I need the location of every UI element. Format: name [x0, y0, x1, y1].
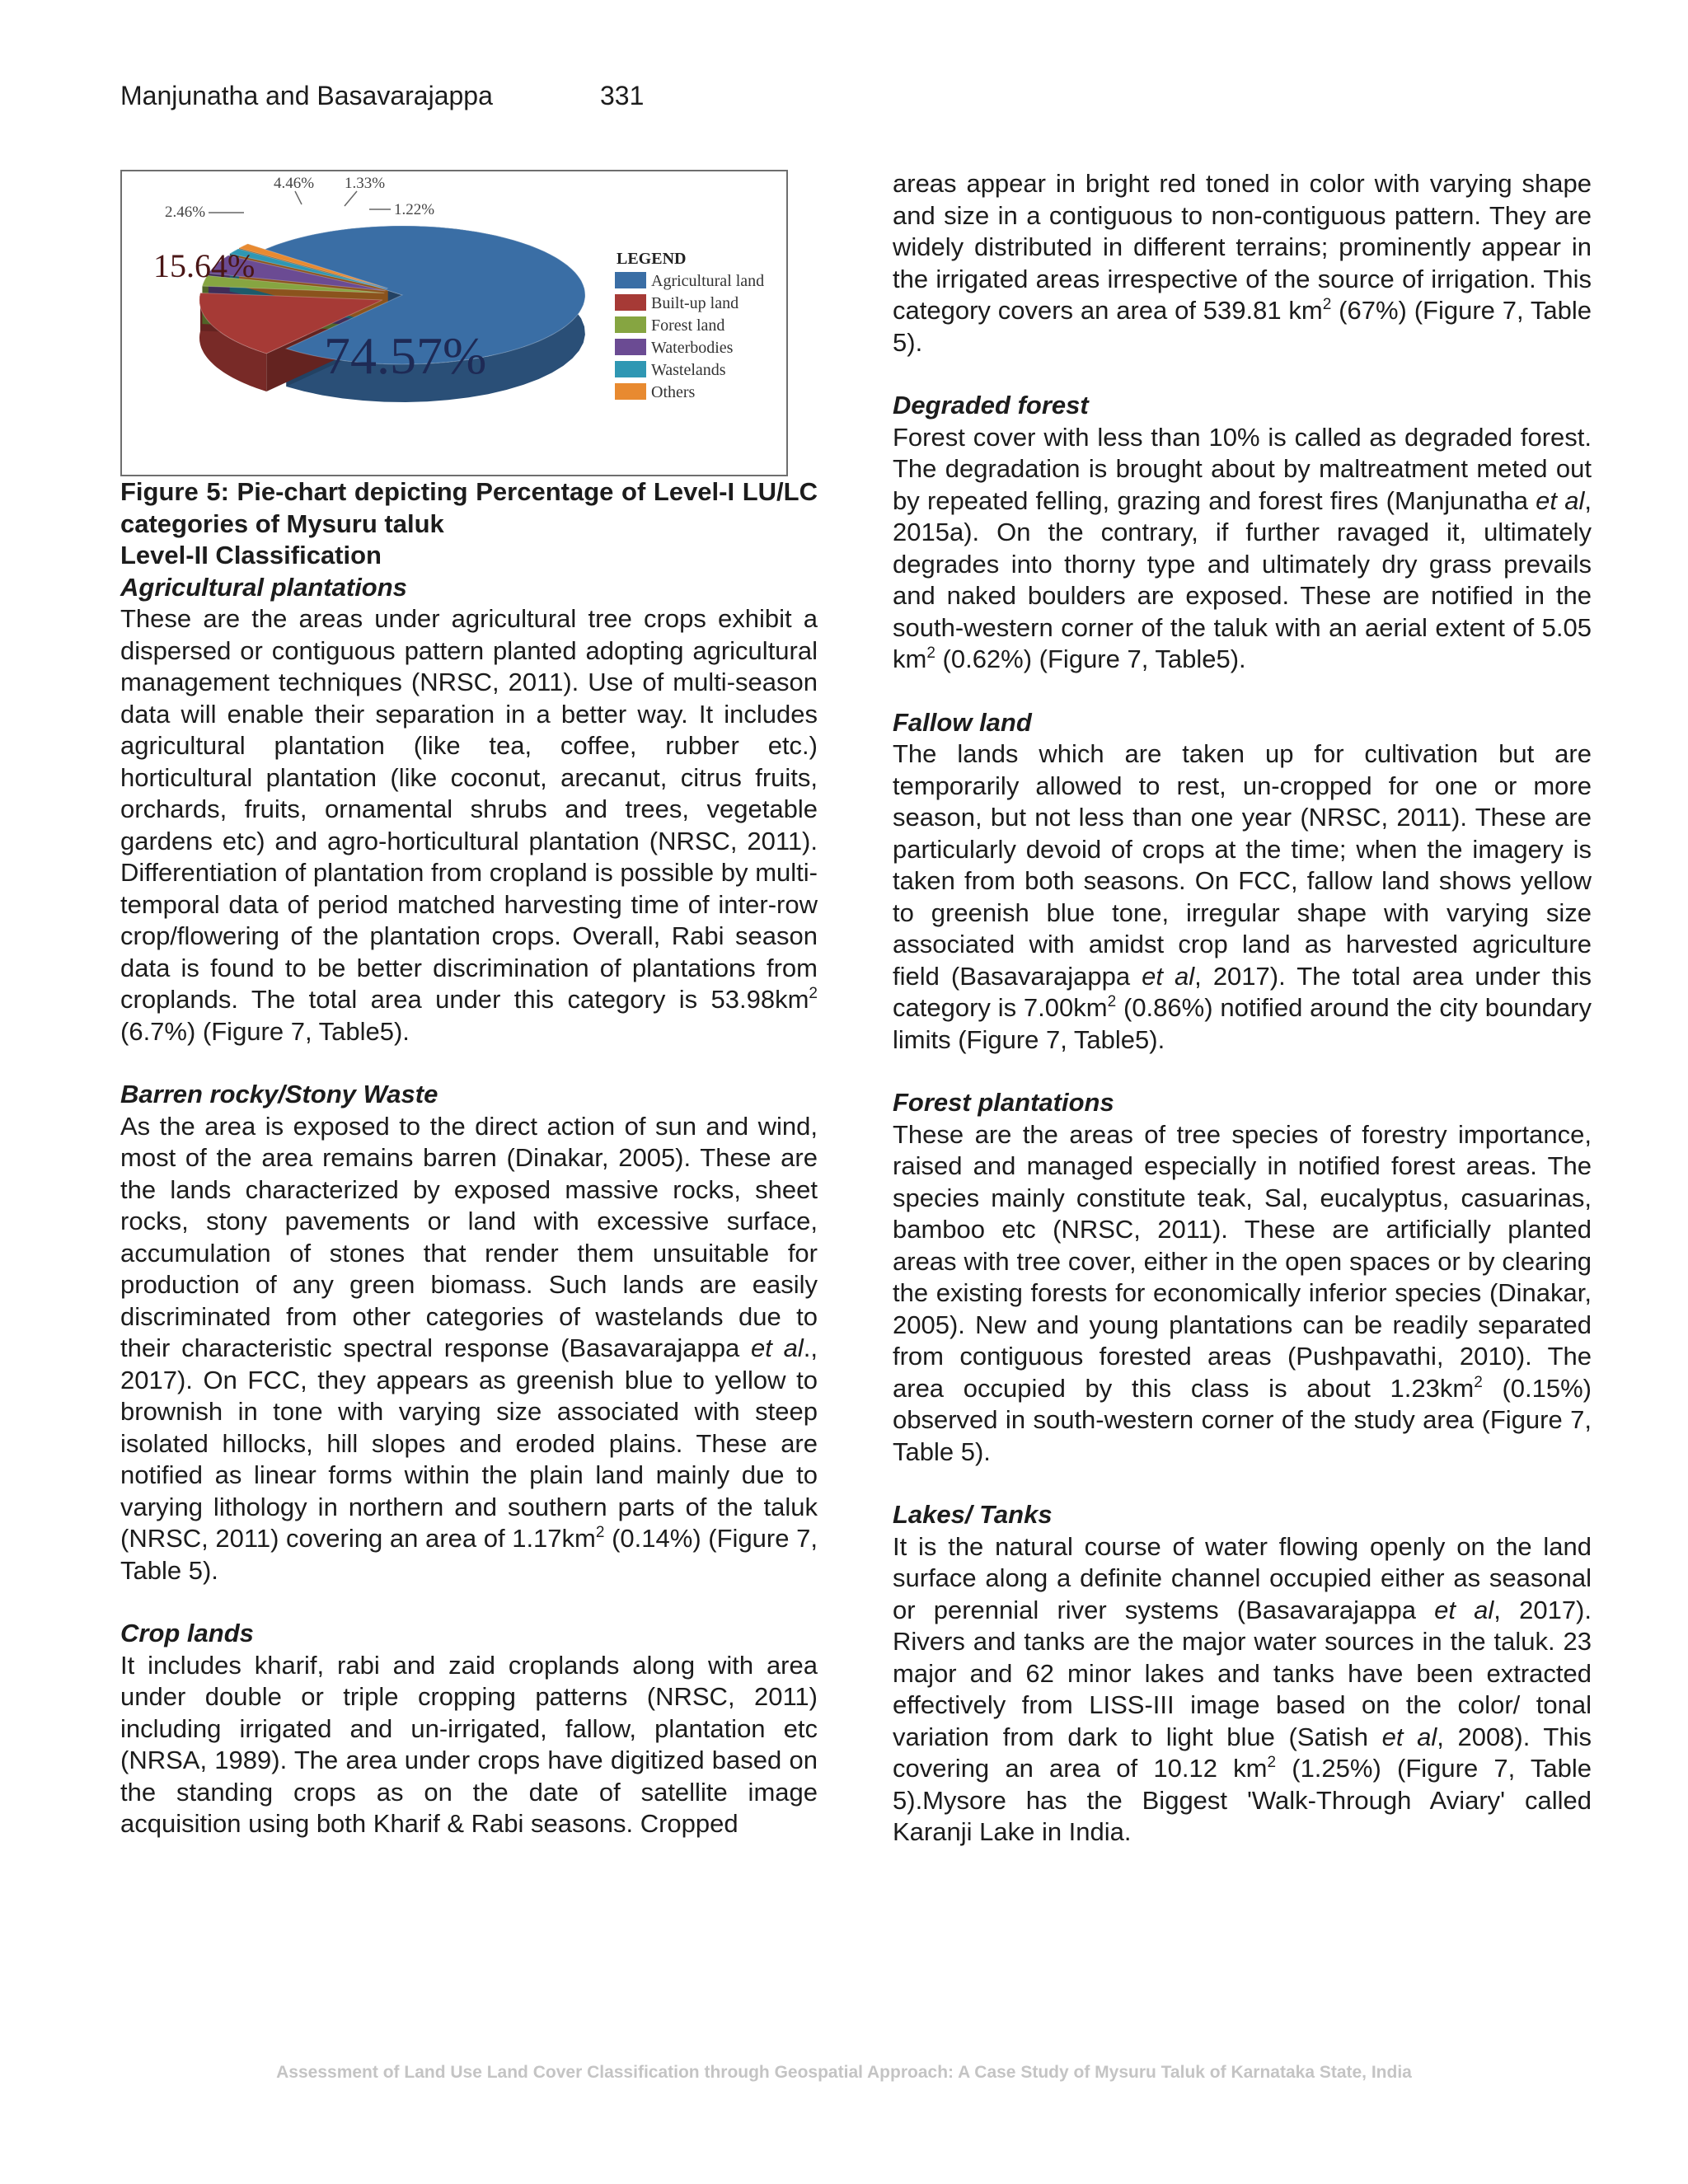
page-number: 331: [600, 81, 645, 110]
subheading-agricultural-plantations: Agricultural plantations: [120, 572, 407, 602]
paragraph-degraded-forest: Forest cover with less than 10% is called as degraded forest. The degradation is brought about by maltreatment meted out by repeated felling, grazing and forest fires (Manjunatha et al, 2015a). On the contrary, if further ravaged it, ultimately degrades into thorny type and ultimately dry grass prevails and naked boulders are exposed. These are notified in the south-western corner of the taluk with an aerial extent of 5.05 $km^2$ (0.62%) (Figure 7, Table5).: [893, 422, 1592, 673]
subheading-forest-plantations: Forest plantations: [893, 1088, 1114, 1117]
legend-label-wastelands: Wastelands: [651, 361, 726, 379]
legend-swatch-others: [615, 383, 646, 400]
pie-chart-svg: [122, 171, 786, 475]
legend-swatch-waterbodies: [615, 339, 646, 355]
paragraph-forest-plantations: These are the areas of tree species of forestry importance, raised and managed especially in notified forest areas. The species mainly constitute teak, Sal, eucalyptus, casuarinas, bamboo etc (NRSC, 2011). These are artificially planted areas with tree cover, either in the open spaces or by clearing the existing forests for economically inferior species (Dinakar, 2005). New and young plantations can be readily separated from contiguous forested areas (Pushpavathi, 2010). The area occupied by this class is about $1.23km^2$ (0.15%) observed in south-western corner of the study area (Figure 7, Table 5).: [893, 1119, 1592, 1466]
paragraph-barren-rocky: As the area is exposed to the direct action of sun and wind, most of the area remains barren (Dinakar, 2005). These are the lands characterized by exposed massive rocks, sheet rocks, stony pavements or land with excessive surface, accumulation of stones that render them unsuitable for production of any green biomass. Such lands are easily discriminated from other categories of wastelands due to their characteristic spectral response (Basavarajappa et al., 2017). On FCC, they appears as greenish blue to yellow to brownish in tone with varying size associated with steep isolated hillocks, hill slopes and eroded plains. These are notified as linear forms within the plain land mainly due to varying lithology in northern and southern parts of the taluk (NRSC, 2011) covering an area of $1.17km^2$ (0.14%) (Figure 7, Table 5).: [120, 1111, 818, 1585]
figure-caption: Figure 5: Pie-chart depicting Percentage of Level-I LU/LC categories of Mysuru taluk: [120, 477, 818, 538]
paragraph-fallow-land: The lands which are taken up for cultivation but are temporarily allowed to rest, un-cropped for one or more season, but not less than one year (NRSC, 2011). These are particularly devoid of crops at the time; when the imagery is taken from both seasons. On FCC, fallow land shows yellow to greenish blue tone, irregular shape with varying size associated with amidst crop land as harvested agriculture field (Basavarajappa et al, 2017). The total area under this category is $7.00km^2$ (0.86%) notified around the city boundary limits (Figure 7, Table5).: [893, 739, 1592, 1054]
paragraph-crop-lands: It includes kharif, rabi and zaid croplands along with area under double or triple cropping patterns (NRSC, 2011) including irrigated and un-irrigated, fallow, plantation etc (NRSA, 1989). The area under crops have digitized based on the standing crops as on the date of satellite image acquisition using both Kharif & Rabi seasons. Cropped: [120, 1650, 818, 1838]
data-label-agricultural-land: 74.57%: [324, 326, 487, 385]
legend-swatch-forest-land: [615, 316, 646, 333]
data-label-wastelands: 1.33%: [345, 175, 386, 192]
section-heading-level2: Level-II Classification: [120, 541, 382, 569]
legend-swatch-built-up-land: [615, 294, 646, 311]
subheading-fallow-land: Fallow land: [893, 707, 1032, 737]
legend-swatch-agricultural-land: [615, 272, 646, 288]
figure-5-pie-chart: [120, 170, 788, 476]
right-column: [893, 168, 1592, 1849]
header-authors: Manjunatha and Basavarajappa: [120, 81, 493, 110]
paragraph-lakes-tanks: It is the natural course of water flowing openly on the land surface along a definite channel occupied either as seasonal or perennial river systems (Basavarajappa et al, 2017). Rivers and tanks are the major water sources in the taluk. 23 major and 62 minor lakes and tanks have been extracted effectively from LISS-III image based on the color/ tonal variation from dark to light blue (Satish et al, 2008). This covering an area of 10.12 $km^2$ (1.25%) (Figure 7, Table 5).Mysore has the Biggest 'Walk-Through Aviary' called Karanji Lake in India.: [893, 1531, 1592, 1846]
legend-label-forest-land: Forest land: [651, 316, 725, 335]
paragraph-agricultural-plantations: These are the areas under agricultural tree crops exhibit a dispersed or contiguous pattern planted adopting agricultural management techniques (NRSC, 2011). Use of multi-season data will enable their separation in a better way. It includes agricultural plantation (like tea, coffee, rubber etc.) horticultural plantation (like coconut, arecanut, citrus fruits, orchards, fruits, ornamental shrubs and trees, vegetable gardens etc) and agro-horticultural plantation (NRSC, 2011). Differentiation of plantation from cropland is possible by multi-temporal data of period matched harvesting time of inter-row crop/flowering of the plantation crops. Overall, Rabi season data is found to be better discrimination of plantations from croplands. The total area under this category is $53.98km^2$ (6.7%) (Figure 7, Table5).: [120, 604, 818, 1046]
data-label-waterbodies: 4.46%: [274, 175, 315, 192]
subheading-crop-lands: Crop lands: [120, 1619, 254, 1647]
legend-label-others: Others: [651, 383, 696, 401]
legend-swatch-wastelands: [615, 361, 646, 377]
leader-line-2: [295, 191, 302, 204]
data-label-built-up-land: 15.64%: [153, 247, 256, 284]
paragraph-crop-lands-continued: areas appear in bright red toned in color with varying shape and size in a contiguous to non-contiguous pattern. They are widely distributed in different terrains; prominently appear in the irrigated areas irrespective of the source of irrigation. This category covers an area of 539.81 $km^2$ (67%) (Figure 7, Table 5).: [893, 169, 1592, 357]
page-footer: Assessment of Land Use Land Cover Classification through Geospatial Approach: A Case Study of Mysuru Taluk of Karnataka State, India: [276, 2063, 1412, 2082]
left-column: [120, 170, 818, 1840]
leader-line-3: [345, 191, 357, 206]
data-label-forest-land: 2.46%: [165, 204, 206, 221]
legend-label-agricultural-land: Agricultural land: [651, 272, 765, 290]
subheading-lakes-tanks: Lakes/ Tanks: [893, 1500, 1053, 1529]
subheading-degraded-forest: Degraded forest: [893, 391, 1089, 419]
subheading-barren-rocky: Barren rocky/Stony Waste: [120, 1080, 438, 1108]
legend-label-waterbodies: Waterbodies: [651, 339, 734, 357]
legend-title: LEGEND: [617, 250, 687, 268]
data-label-others: 1.22%: [394, 201, 435, 218]
legend-label-built-up-land: Built-up land: [651, 294, 739, 312]
running-head: [120, 81, 645, 111]
